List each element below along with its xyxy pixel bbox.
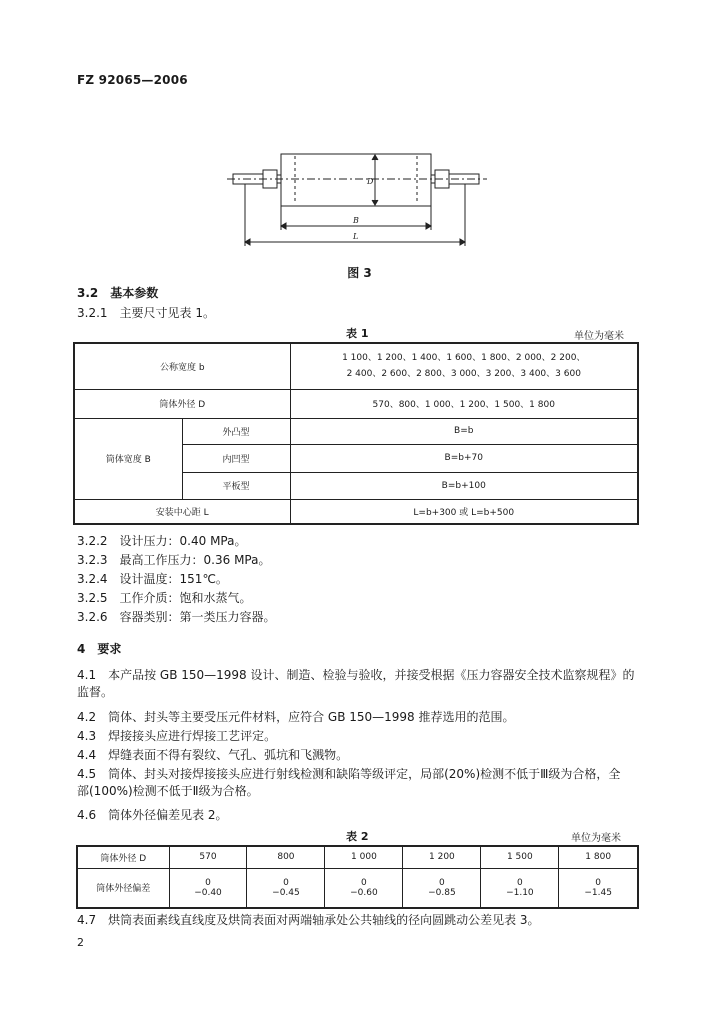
standard-number: FZ 92065—2006 — [77, 73, 188, 87]
table1-text: 1 100、1 200、1 400、1 600、1 800、2 000、2 200、 — [342, 353, 586, 364]
table2-cell: 1 500 — [481, 846, 559, 868]
param-3-2-3: 3.2.3 最高工作压力：0.36 MPa。 — [77, 553, 271, 567]
param-3-2-6: 3.2.6 容器类别：第一类压力容器。 — [77, 610, 276, 624]
table2-cell — [481, 868, 559, 908]
table1-cell: 筒体宽度 B — [74, 418, 182, 499]
tolerance-lower: −0.40 — [194, 887, 222, 898]
table2-caption: 表 2 — [346, 830, 369, 843]
tolerance-upper: 0 — [516, 877, 523, 888]
table2-cell: 筒体外径偏差 — [77, 868, 169, 908]
table2-cell: 800 — [247, 846, 325, 868]
table1-caption: 表 1 — [346, 327, 369, 340]
clause-4-6: 4.6 筒体外径偏差见表 2。 — [77, 808, 228, 822]
section-3-2-title: 3.2 基本参数 — [77, 286, 159, 300]
table1-cell: 内凹型 — [182, 444, 290, 472]
table1-unit: 单位为毫米 — [574, 331, 624, 342]
param-3-2-4: 3.2.4 设计温度：151℃。 — [77, 572, 228, 586]
clause-4-2: 4.2 筒体、封头等主要受压元件材料，应符合 GB 150—1998 推荐选用的范围。 — [77, 710, 515, 724]
table2-cell — [559, 868, 638, 908]
tolerance-upper: 0 — [361, 877, 367, 888]
table2-cell: 筒体外径 D — [77, 846, 169, 868]
table2-cell — [403, 868, 481, 908]
tolerance-upper: 0 — [595, 877, 602, 888]
page-number: 2 — [77, 936, 84, 949]
table1-cell: B=b+70 — [290, 444, 638, 472]
table1-cell: 筒体外径 D — [74, 389, 290, 418]
table2-cell — [247, 868, 325, 908]
clause-4-1 — [77, 667, 640, 701]
clause-4-4: 4.4 焊缝表面不得有裂纹、气孔、弧坑和飞溅物。 — [77, 748, 349, 762]
table2-cell — [325, 868, 403, 908]
tolerance-lower: −0.45 — [272, 887, 300, 898]
table1-cell: 安装中心距 L — [74, 499, 290, 524]
table1-cell: 平板型 — [182, 472, 290, 499]
table1-cell: 公称宽度 b — [74, 343, 290, 389]
table1-cell: B=b+100 — [290, 472, 638, 499]
dim-label-d: D — [367, 177, 374, 186]
clause-4-5-line1: 4.5 筒体、封头对接焊接接头应进行射线检测和缺陷等级评定，局部(20%)检测不低于Ⅲ级为合格，全 — [77, 767, 621, 781]
section-4-title: 4 要求 — [77, 642, 122, 656]
table2-cell: 1 800 — [559, 846, 638, 868]
tolerance-upper: 0 — [283, 877, 289, 888]
figure-caption: 图 3 — [347, 266, 372, 280]
tolerance-upper: 0 — [439, 877, 445, 888]
table2 — [76, 845, 639, 909]
clause-4-5 — [77, 766, 640, 800]
clause-4-5-line2: 部(100%)检测不低于Ⅱ级为合格。 — [77, 784, 259, 798]
table1-cell — [290, 343, 638, 389]
table1-cell: B=b — [290, 418, 638, 444]
table2-unit: 单位为毫米 — [571, 833, 621, 844]
table2-cell: 1 000 — [325, 846, 403, 868]
clause-4-1-line1: 4.1 本产品按 GB 150—1998 设计、制造、检验与验收，并接受根据《压力容器安全技术监察规程》的 — [77, 668, 635, 682]
table2-cell: 570 — [169, 846, 247, 868]
clause-4-1-line2: 监督。 — [77, 685, 114, 699]
dim-label-b: B — [353, 216, 359, 225]
table1-text: 2 400、2 600、2 800、3 000、3 200、3 400、3 600 — [346, 369, 581, 380]
table2-cell: 1 200 — [403, 846, 481, 868]
section-3-2-1: 3.2.1 主要尺寸见表 1。 — [77, 306, 215, 320]
roller-drawing — [225, 150, 495, 260]
param-3-2-2: 3.2.2 设计压力：0.40 MPa。 — [77, 534, 247, 548]
table1-cell: L=b+300 或 L=b+500 — [290, 499, 638, 524]
tolerance-upper: 0 — [205, 877, 211, 888]
dim-label-l: L — [353, 232, 359, 241]
table1-cell: 外凸型 — [182, 418, 290, 444]
clause-4-7: 4.7 烘筒表面素线直线度及烘筒表面对两端轴承处公共轴线的径向圆跳动公差见表 3。 — [77, 913, 540, 927]
clause-4-3: 4.3 焊接接头应进行焊接工艺评定。 — [77, 729, 277, 743]
table1-cell: 570、800、1 000、1 200、1 500、1 800 — [290, 389, 638, 418]
table1 — [73, 342, 639, 525]
tolerance-lower: −0.85 — [428, 887, 456, 898]
param-3-2-5: 3.2.5 工作介质：饱和水蒸气。 — [77, 591, 252, 605]
tolerance-lower: −1.10 — [506, 887, 534, 898]
table2-cell — [169, 868, 247, 908]
tolerance-lower: −1.45 — [584, 887, 612, 898]
tolerance-lower: −0.60 — [350, 887, 378, 898]
